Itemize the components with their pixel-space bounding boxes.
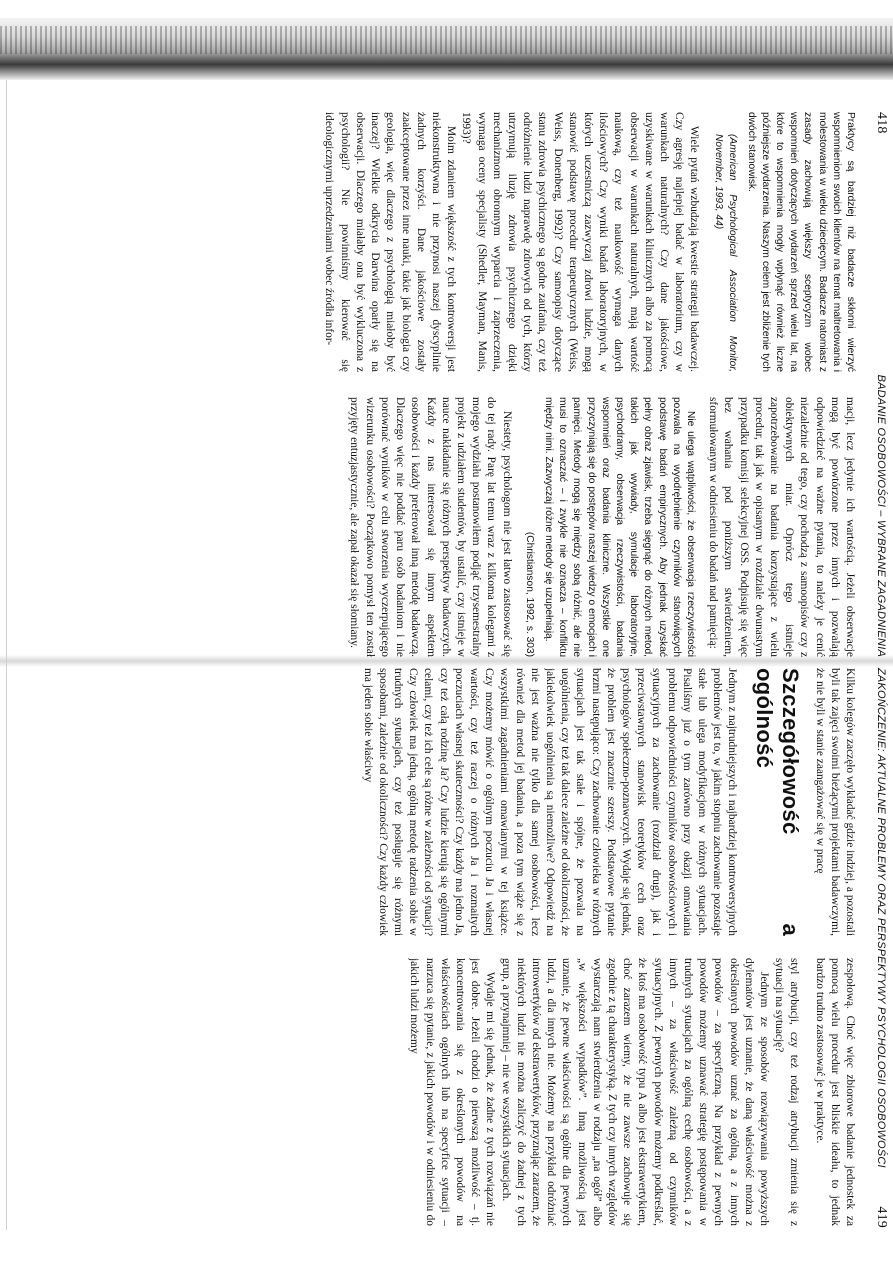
page-419 [0,668,893,1228]
page-number: 418 [874,112,889,134]
quote-block [522,397,697,657]
page-header [867,112,889,657]
spacer [801,958,811,1226]
column-1 [14,112,857,372]
quote-citation: (American Psychological Association Monitor, November, 1993, 44) [713,134,739,372]
paragraph: Moim zdaniem większość z tych kontrowersji jest niekonstruktywna i nie przynosi naszej dyscyplinie żadnych korzyści. Dane jakościowe zostały zaakceptowane przez inne nauki, takie jak biologia czy geologia, więc dlaczego z psychologią miałoby być inaczej? Wielkie odkrycia Darwina oparły się na obserwacji. Dlaczego miałaby ona być wykluczona z psychologii? Nie powinniśmy kierować się ideologicznymi uprzedzeniami wobec źródła infor- [323,112,458,372]
page-header [867,668,889,1228]
block-quote: Praktycy są bardziej niż badacze skłonni wierzyć wspomnieniom swoich klientów na temat maltretowania i molestowania w wieku dziecięcym. Badacze natomiast z zasady zachowują większy sceptycyzm wobec wspomnień dotyczących wydarzeń sprzed wielu lat, na które to wspomnienia mogły wpłynąć również liczne późniejsze wydarzenia. Naszym celem jest zbliżenie tych dwóch stanowisk. [745,112,856,372]
section-heading: Szczegółowość a ogólność [752,668,804,936]
running-head: ZAKOŃCZENIE: AKTUALNE PROBLEMY ORAZ PERSPEKTYWY PSYCHOLOGII OSOBOWOŚCI [875,668,887,1168]
column-2 [14,958,857,1226]
column-2 [14,397,857,657]
page-number: 419 [874,1206,889,1228]
page-418 [0,112,893,657]
paragraph: Wiele pytań wzbudzają kwestie strategii badawczej. Czy agresję najlepiej badać w laboratorium, czy w warunkach naturalnych? Czy dane jakościowe, uzyskiwane w warunkach klinicznych albo za pomocą obserwacji w warunkach naturalnych, mają wartość naukową, czy też naukowość wymaga danych ilościowych? Czy wyniki badań laboratoryjnych, w których uczestniczą zazwyczaj zdrowi ludzie, mogą stanowić podstawę procedur terapeutycznych (Weiss, Weiss, Donenberg, 1992)? Czy samoopisy dotyczące stanu zdrowia psychicznego są godne zaufania, czy też odróżnienie ludzi naprawdę zdrowych od tych, którzy utrzymują iluzję zdrowia psychicznego dzięki mechanizmom obronnym wyparcia i zaprzeczenia, wymaga oceny specjalisty (Shedler, Mayman, Manis, 1993)? [460,112,701,372]
paragraph: styl atrybucji, czy też rodzaj atrybucji zmienia się z sytuacji na sytuację? [773,958,801,1226]
quote-citation: (Christianson, 1992, s. 303) [523,531,535,657]
paragraph: Niestety, psychologom nie jest łatwo zastosować się do tej rady. Parę lat temu wraz z kilkoma kolegami z mojego wydziału postanowiłem podjąć trzysemestralny projekt z udziałem studentów, by ustalić, czy istnieje w nauce nakładanie się różnych perspektyw badawczych. Każdy z nas interesował się innym aspektem osobowości i każdy preferował inną metodę badawczą. Dlaczego więc nie poddać paru osób badaniom i nie porównać wyników w celu stworzenia wyczerpującego wizerunku osobowości? Początkowo pomysł ten został przyjęty entuzjastycznie, ale zapał okazał się słomiany. [348,397,513,657]
paragraph: zespołową. Choć więc zbiorowe badanie jednostek za pomocą wielu procedur jest bliskie ideału, to jednak bardzo trudno zastosować je w praktyce. [813,958,856,1226]
column-1 [14,668,857,936]
paragraph: Wydaje mi się jednak, że żadne z tych rozwiązań nie jest dobre. Jeżeli chodzi o pierwszą możliwość – tj. koncentrowania się z określonych powodów na właściwościach ogólnych lub na specyfice sytuacji – narzuca się pytanie, z jakich powodów i w odniesieniu do jakich ludzi możemy [408,958,497,1226]
paragraph: macji, lecz jedynie ich wartością. Jeżeli obserwacje mogą być powtórzone przez innych i pozwalają odpowiedzieć na ważne pytania, to należy je cenić niezależnie od tego, czy pochodzą z samoopisów czy z obiektywnych miar. Oprócz tego istnieje zapotrzebowanie na badania korzystające z wielu procedur, tak jak w opisanym w rozdziale dwunastym przypadku komisji selekcyjnej OSS. Podpisuję się więc bez wahania pod poniższym stwierdzeniem, sformułowanym w odniesieniu do badań nad pamięcią: [707,397,856,657]
paragraph: Jednym z najtrudniejszych i najbardziej kontrowersyjnych problemów jest to, w jakim stopniu zachowanie pozostaje stałe lub ulega modyfikacjom w różnych sytuacjach. Pisaliśmy już o tym zarówno przy okazji omawiania problemu odpowiedniości czynników osobowościowych i sytuacyjnych za zachowanie (rozdział drugi), jak i przeciwstawnych stanowisk teoretyków cech oraz psychologów społeczno-poznawczych. Wydaje się jednak, że problem jest znacznie szerszy. Podstawowe pytanie brzmi następująco: Czy zachowanie człowieka w różnych sytuacjach jest tak stałe i spójne, że pozwala na uogólnienia, czy też tak dalece zależne od okoliczności, że jakiekolwiek uogólnienia są niemożliwe? Odpowiedź na nie jest ważna nie tylko dla samej osobowości, lecz również dla metod jej badania, a poza tym wiąże się z wszystkimi zagadnieniami omawianymi w tej książce. Czy możemy mówić o ogólnym poczuciu Ja i własnej wartości, czy też raczej o różnych Ja i rozmaitych poczuciach własnej skuteczności? Czy każdy ma jedno Ja, czy też całą rodzinę Ja? Czy ludzie kierują się ogólnymi celami, czy też ich cele są różne w zależności od sytuacji? Czy człowiek ma jedną, ogólną metodę radzenia sobie w trudnych sytuacjach, czy też posługuje się różnymi sposobami, zależnie od okoliczności? Czy każdy człowiek ma jeden sobie właściwy [361,668,739,936]
paragraph: Jednym ze sposobów rozwiązywania powyższych dylematów jest uznanie, że daną właściwość można z określonych powodów uznać za ogólną, a z innych powodów – za specyficzną. Na przykład z pewnych powodów możemy uznawać strategię postępowania w trudnych sytuacjach za ogólną cechę osobowości, a z innych – za właściwość zależną od czynników sytuacyjnych. Z pewnych powodów możemy podkreślać, że ktoś ma osobowość typu A albo jest ekstrawertykiem, choć zarazem wiemy, że nie zawsze zachowuje się zgodnie z tą charakterystyką. Z tych czy innych względów wystarczają nam stwierdzenia w rodzaju „na ogół” albo „w większości wypadków”. Inną możliwością jest uznanie, że pewne właściwości są ogólne dla pewnych ludzi, a dla innych nie. Możemy na przykład odróżniać introwertyków od ekstrawertyków, przyznając zarazem, że niektórych ludzi nie można zaliczyć do żadnej z tych grup, a przynajmniej – nie we wszystkich sytuacjach. [499,958,770,1226]
block-quote: Nie ulega wątpliwości, że obserwacja rzeczywistości pozwala na wyodrębnienie czynników stanowiących podstawę badań empirycznych. Aby jednak uzyskać pełny obraz zjawisk, trzeba sięgnąć do różnych metod, takich jak wywiady, symulacje laboratoryjne, psychodramy, obserwacja rzeczywistości, badania wspomnień oraz badania kliniczne. Wszystkie one przyczyniają się do postępów naszej wiedzy o emocjach i pamięci. Metody mogą się między sobą różnić, ale nie musi to oznaczać – i zwykle nie oznacza – konfliktu między nimi. Zazwyczaj różne metody się uzupełniają. [542,397,696,657]
running-head: BADANIE OSOBOWOŚCI – WYBRANE ZAGADNIENIA [875,374,887,657]
paragraph: Kilku kolegów zaczęło wykładać gdzie indziej, a pozostali byli tak zajęci swoimi bieżącymi projektami badawczymi, że nie byli w stanie zaangażować się w pracę [813,668,856,936]
